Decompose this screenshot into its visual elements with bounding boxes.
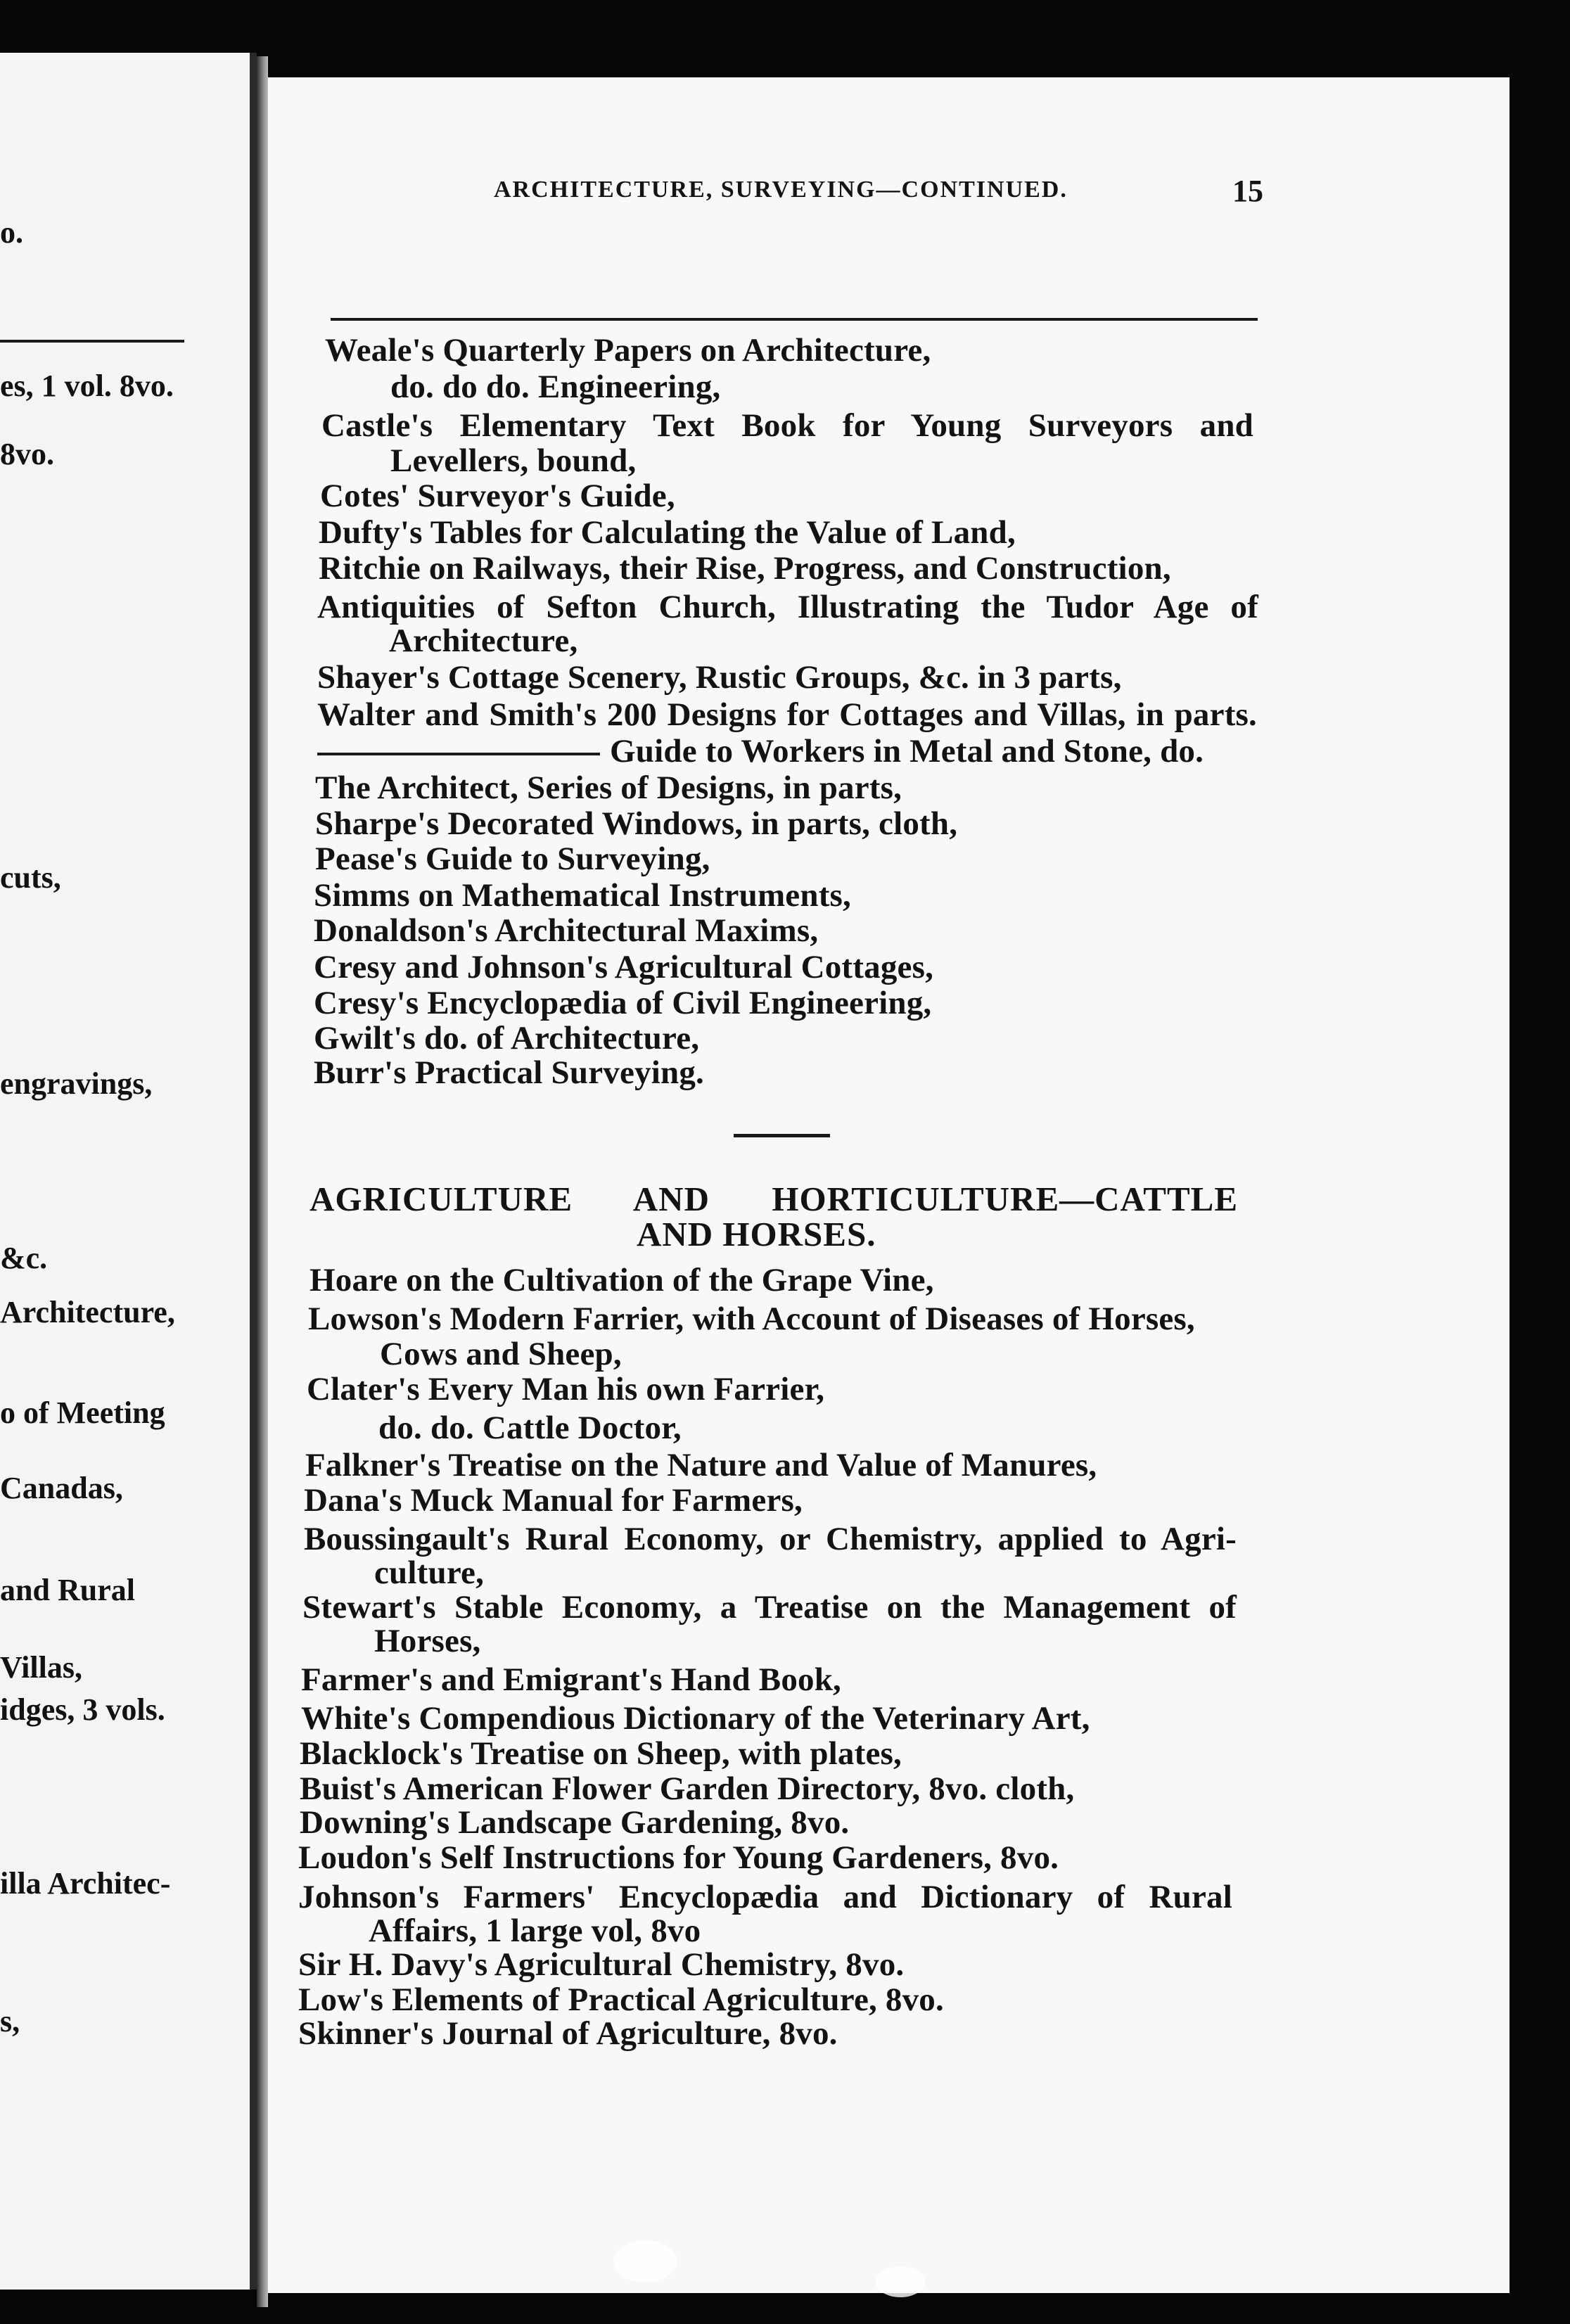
left-fragment: s, [0,2004,20,2038]
left-fragment: Architecture, [0,1295,175,1329]
list-item: Clater's Every Man his own Farrier, [307,1371,825,1407]
section-divider [734,1134,830,1137]
list-item-text: Guide to Workers in Metal and Stone, do. [610,733,1204,770]
running-title: ARCHITECTURE, SURVEYING—CONTINUED. [494,177,1068,203]
left-fragment: cuts, [0,860,61,895]
list-item: Horses, [374,1623,481,1659]
list-item: Burr's Practical Surveying. [314,1054,704,1091]
list-item: Dana's Muck Manual for Farmers, [304,1482,803,1519]
list-item: Hoare on the Cultivation of the Grape Vine, [309,1262,934,1298]
left-page [0,53,257,2290]
list-item: Low's Elements of Practical Agriculture, 8vo. [298,1981,944,2018]
list-item: Buist's American Flower Garden Directory, 8vo. cloth, [300,1770,1075,1807]
left-fragment: engravings, [0,1066,153,1101]
running-header [226,173,1263,215]
left-fragment: Villas, [0,1650,82,1685]
left-fragment: 8vo. [0,437,54,471]
left-fragment: es, 1 vol. 8vo. [0,369,174,403]
left-page-rule [0,340,184,343]
list-item: Farmer's and Emigrant's Hand Book, [301,1661,842,1698]
section-heading: AGRICULTURE AND HORTICULTURE—CATTLE [309,1180,1238,1218]
list-item: Levellers, bound, [390,442,637,479]
list-item: Simms on Mathematical Instruments, [314,877,851,914]
paper-blemish [613,2240,677,2282]
list-item: Castle's Elementary Text Book for Young Surveyors and [321,407,1253,444]
left-fragment: and Rural [0,1573,135,1607]
list-item: Cresy and Johnson's Agricultural Cottages, [314,949,934,985]
list-item: Blacklock's Treatise on Sheep, with plates, [300,1735,902,1772]
list-item: Affairs, 1 large vol, 8vo [369,1913,701,1949]
left-fragment: idges, 3 vols. [0,1692,165,1727]
list-item: Shayer's Cottage Scenery, Rustic Groups, &c. in 3 parts, [317,659,1122,696]
paper-blemish [876,2266,925,2297]
list-item [390,371,960,404]
book-gutter [257,56,268,2307]
page-number: 15 [1232,174,1263,208]
list-item: Gwilt's do. of Architecture, [314,1020,700,1056]
left-fragment: o of Meeting [0,1396,165,1430]
list-item: Cotes' Surveyor's Guide, [320,478,675,514]
list-item: culture, [374,1554,485,1591]
list-item: Johnson's Farmers' Encyclopædia and Dictionary of Rural [298,1879,1232,1915]
list-item: Dufty's Tables for Calculating the Value of Land, [319,514,1016,551]
list-item: Cows and Sheep, [380,1336,622,1372]
left-fragment: &c. [0,1241,48,1275]
header-rule [331,318,1258,321]
list-item: Donaldson's Architectural Maxims, [314,912,819,949]
ditto-dash [317,753,600,755]
left-fragment: Canadas, [0,1471,123,1505]
list-item: Ritchie on Railways, their Rise, Progress, and Construction, [319,550,1171,587]
left-fragment: illa Architec- [0,1866,171,1901]
list-item [317,735,1204,768]
list-item: The Architect, Series of Designs, in parts, [315,770,902,806]
list-item: Sharpe's Decorated Windows, in parts, cloth, [315,805,958,842]
list-item: Lowson's Modern Farrier, with Account of Diseases of Horses, [308,1301,1195,1337]
list-item: Weale's Quarterly Papers on Architecture, [325,332,931,369]
list-item: Downing's Landscape Gardening, 8vo. [300,1804,850,1841]
list-item: Loudon's Self Instructions for Young Gardeners, 8vo. [298,1839,1059,1876]
list-item: White's Compendious Dictionary of the Veterinary Art, [301,1700,1090,1737]
list-item: Architecture, [389,622,578,659]
list-item: Sir H. Davy's Agricultural Chemistry, 8vo. [298,1946,905,1983]
section-heading-continued: AND HORSES. [637,1215,876,1253]
list-item: Skinner's Journal of Agriculture, 8vo. [298,2015,838,2052]
list-item: do. do. Cattle Doctor, [378,1410,682,1446]
list-item: Stewart's Stable Economy, a Treatise on the Management of [302,1589,1237,1626]
list-item-text: do. do do. Engineering, [390,369,721,405]
left-fragment: o. [0,215,23,250]
list-item: Boussingault's Rural Economy, or Chemistry, applied to Agri- [304,1521,1237,1557]
list-item: Antiquities of Sefton Church, Illustrating the Tudor Age of [317,589,1258,625]
list-item: Walter and Smith's 200 Designs for Cottages and Villas, in parts. [317,696,1257,733]
list-item: Falkner's Treatise on the Nature and Value of Manures, [305,1447,1097,1483]
list-item: Cresy's Encyclopædia of Civil Engineering, [314,985,932,1021]
list-item: Pease's Guide to Surveying, [315,841,710,877]
